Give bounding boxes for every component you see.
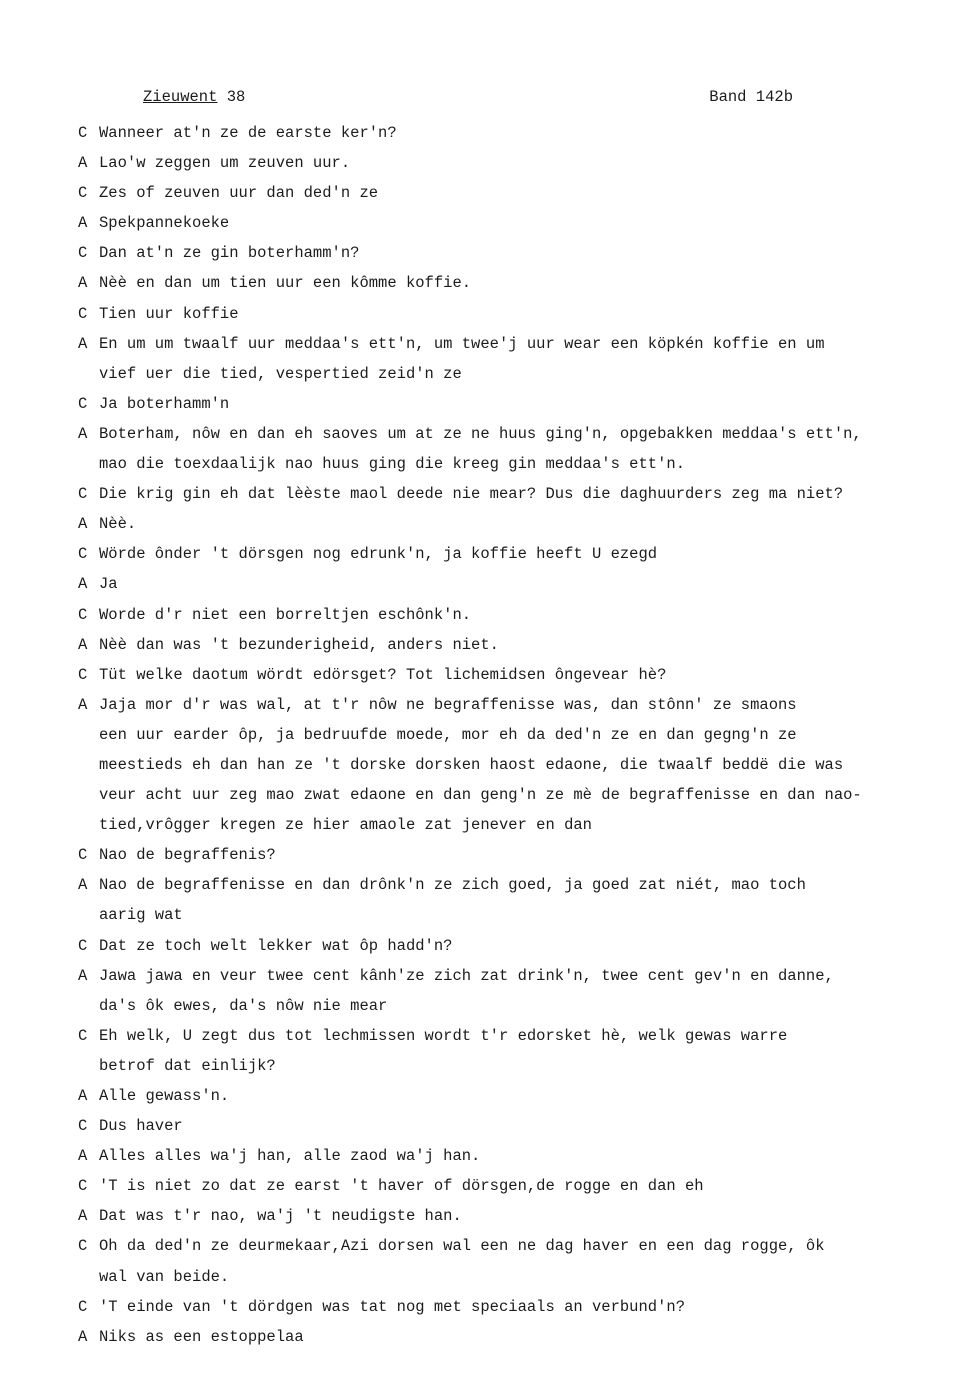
transcript-line bbox=[0, 1201, 979, 1231]
speaker-label: A bbox=[78, 515, 88, 534]
transcript-line bbox=[0, 1081, 979, 1111]
utterance-text: Alle gewass'n. bbox=[99, 1087, 230, 1105]
place-name: Zieuwent bbox=[143, 88, 218, 106]
transcript-line bbox=[0, 1111, 979, 1141]
transcript-line bbox=[0, 600, 979, 630]
transcript-line bbox=[0, 840, 979, 870]
transcript-line bbox=[0, 419, 979, 479]
transcript-line bbox=[0, 118, 979, 148]
transcript-line bbox=[0, 1231, 979, 1291]
utterance-text: Nao de begraffenisse en dan drônk'n ze zich goed, ja goed zat niét, mao toch aarig wat bbox=[99, 876, 806, 925]
page-header bbox=[143, 88, 793, 112]
transcript-line bbox=[0, 1322, 979, 1352]
utterance-text: Worde d'r niet een borreltjen eschônk'n. bbox=[99, 605, 472, 624]
speaker-label: C bbox=[78, 244, 88, 263]
utterance-text: Die krig gin eh dat lèèste maol deede nie mear? Dus die daghuurders zeg ma niet? bbox=[99, 485, 844, 504]
utterance-text: Jaja mor d'r was wal, at t'r nôw ne begraffenisse was, dan stônn' ze smaons een uur earder ôp, ja bedruufde moede, mor eh da ded'n ze en dan gegng'n ze meestieds eh dan han ze 't dorske dorsken haost edaone, die twaalf beddë die was veur acht uur zeg mao zwat edaone en dan geng'n ze mè de begraffenisse en dan nao- tied,vrôgger kregen ze hier amaole zat jenever en dan bbox=[99, 695, 862, 835]
transcript-line bbox=[0, 238, 979, 268]
transcript-line bbox=[0, 1292, 979, 1322]
speaker-label: C bbox=[78, 665, 88, 684]
utterance-text: Nèè dan was 't bezunderigheid, anders niet. bbox=[99, 635, 499, 654]
utterance-text: Lao'w zeggen um zeuven uur. bbox=[99, 154, 351, 173]
utterance-text: Dat ze toch welt lekker wat ôp hadd'n? bbox=[99, 936, 453, 955]
transcript-line bbox=[0, 1171, 979, 1201]
utterance-text: Ja bbox=[99, 575, 118, 594]
transcript-line bbox=[0, 539, 979, 569]
utterance-text: Spekpannekoeke bbox=[99, 214, 230, 233]
utterance-text: En um um twaalf uur meddaa's ett'n, um twee'j uur wear een köpkén koffie en um vief uer die tied, vespertied zeid'n ze bbox=[99, 334, 825, 383]
utterance-text: Eh welk, U zegt dus tot lechmissen wordt t'r edorsket hè, welk gewas warre betrof dat einlijk? bbox=[99, 1026, 788, 1075]
transcript-line bbox=[0, 961, 979, 1021]
utterance-text: Dat was t'r nao, wa'j 't neudigste han. bbox=[99, 1207, 462, 1226]
utterance-text: Ja boterhamm'n bbox=[99, 394, 230, 413]
utterance-text: Zes of zeuven uur dan ded'n ze bbox=[99, 184, 379, 203]
transcript-line bbox=[0, 1141, 979, 1171]
speaker-label: C bbox=[78, 1177, 88, 1196]
utterance-text: Dan at'n ze gin boterhamm'n? bbox=[99, 244, 360, 263]
speaker-label: A bbox=[78, 575, 88, 594]
transcript-line bbox=[0, 329, 979, 389]
utterance-text: Nao de begraffenis? bbox=[99, 846, 276, 865]
utterance-text: Niks as een estoppelaa bbox=[99, 1327, 304, 1346]
speaker-label: C bbox=[78, 605, 88, 624]
speaker-label: A bbox=[78, 1087, 88, 1105]
band-label: Band 142b bbox=[709, 88, 793, 106]
transcript-line bbox=[0, 870, 979, 930]
utterance-text: Wörde ônder 't dörsgen nog edrunk'n, ja koffie heeft U ezegd bbox=[99, 545, 658, 564]
transcript-line bbox=[0, 148, 979, 178]
speaker-label: A bbox=[78, 695, 88, 714]
speaker-label: A bbox=[78, 635, 88, 654]
transcript-line bbox=[0, 569, 979, 599]
utterance-text: Dus haver bbox=[99, 1117, 183, 1136]
utterance-text: Tüt welke daotum wördt edörsget? Tot lichemidsen ôngevear hè? bbox=[99, 665, 667, 684]
transcript-line bbox=[0, 690, 979, 840]
transcript-line bbox=[0, 660, 979, 690]
utterance-text: Nèè. bbox=[99, 515, 137, 534]
utterance-text: 'T einde van 't dördgen was tat nog met speciaals an verbund'n? bbox=[99, 1297, 685, 1316]
transcript-line bbox=[0, 1021, 979, 1081]
speaker-label: A bbox=[78, 274, 88, 293]
speaker-label: C bbox=[78, 394, 88, 413]
speaker-label: A bbox=[78, 1147, 88, 1166]
speaker-label: A bbox=[78, 154, 88, 173]
speaker-label: C bbox=[78, 1026, 88, 1045]
speaker-label: C bbox=[78, 545, 88, 564]
page-title bbox=[143, 88, 245, 106]
utterance-text: Tien uur koffie bbox=[99, 304, 239, 323]
transcript-line bbox=[0, 630, 979, 660]
utterance-text: Alles alles wa'j han, alle zaod wa'j han. bbox=[99, 1147, 481, 1166]
speaker-label: C bbox=[78, 1237, 88, 1256]
utterance-text: Jawa jawa en veur twee cent kânh'ze zich zat drink'n, twee cent gev'n en danne, da's ôk ewes, da's nôw nie mear bbox=[99, 966, 834, 1015]
speaker-label: A bbox=[78, 1207, 88, 1226]
transcript-body bbox=[0, 118, 979, 1352]
transcript-line bbox=[0, 509, 979, 539]
speaker-label: C bbox=[78, 304, 88, 323]
transcript-line bbox=[0, 178, 979, 208]
transcript-line bbox=[0, 931, 979, 961]
speaker-label: C bbox=[78, 1117, 88, 1136]
speaker-label: C bbox=[78, 485, 88, 504]
speaker-label: A bbox=[78, 214, 88, 233]
utterance-text: Wanneer at'n ze de earste ker'n? bbox=[99, 124, 397, 142]
transcript-line bbox=[0, 479, 979, 509]
speaker-label: C bbox=[78, 846, 88, 865]
utterance-text: Boterham, nôw en dan eh saoves um at ze ne huus ging'n, opgebakken meddaa's ett'n, mao die toexdaalijk nao huus ging die kreeg gin meddaa's ett'n. bbox=[99, 424, 862, 474]
transcript-line bbox=[0, 389, 979, 419]
speaker-label: C bbox=[78, 124, 88, 142]
speaker-label: A bbox=[78, 966, 88, 985]
transcript-line bbox=[0, 299, 979, 329]
speaker-label: C bbox=[78, 936, 88, 955]
page-number: 38 bbox=[226, 88, 246, 106]
speaker-label: C bbox=[78, 1297, 88, 1316]
speaker-label: A bbox=[78, 1327, 88, 1346]
speaker-label: C bbox=[78, 184, 88, 203]
transcript-line bbox=[0, 268, 979, 298]
utterance-text: 'T is niet zo dat ze earst 't haver of dörsgen,de rogge en dan eh bbox=[99, 1177, 704, 1196]
speaker-label: A bbox=[78, 424, 88, 443]
speaker-label: A bbox=[78, 876, 88, 895]
speaker-label: A bbox=[78, 334, 88, 353]
utterance-text: Oh da ded'n ze deurmekaar,Azi dorsen wal een ne dag haver en een dag rogge, ôk wal van beide. bbox=[99, 1237, 825, 1286]
utterance-text: Nèè en dan um tien uur een kômme koffie. bbox=[99, 274, 472, 293]
transcript-line bbox=[0, 208, 979, 238]
